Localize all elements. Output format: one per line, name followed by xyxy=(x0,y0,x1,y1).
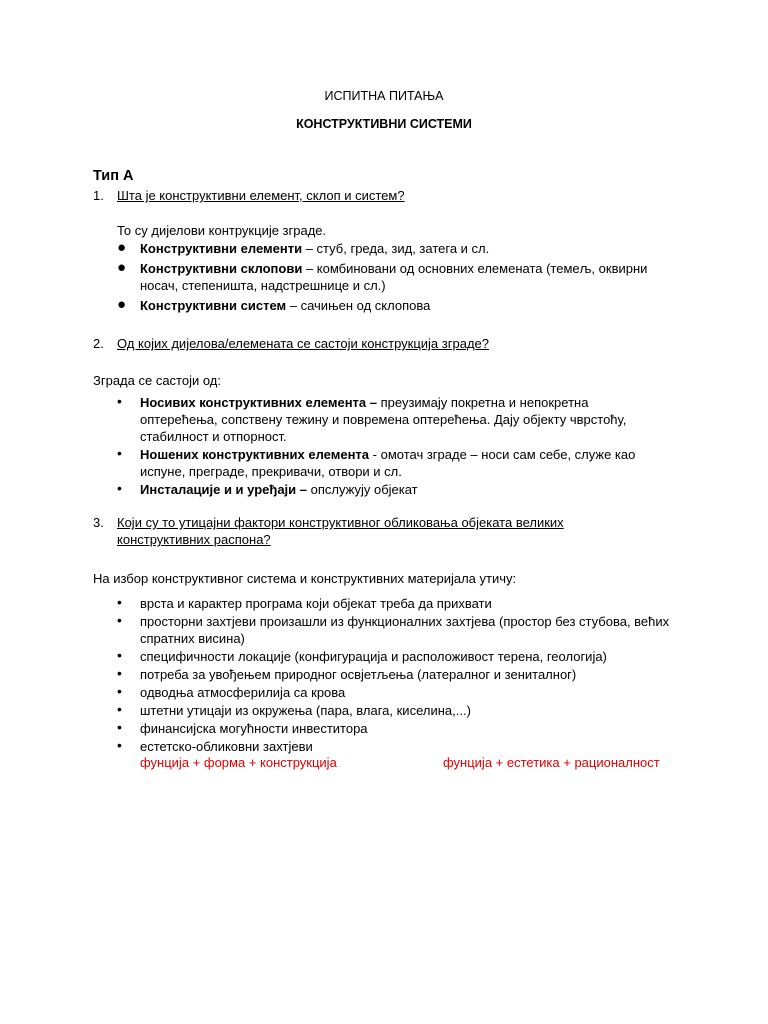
section-label: Тип А xyxy=(93,168,134,184)
bullet-icon: ● xyxy=(117,239,127,256)
question-3-text: Који су то утицајни фактори конструктивног обликовања објеката великих конструктивних распона? xyxy=(117,515,564,547)
list-item: • финансијска могућности инвеститора xyxy=(117,719,368,736)
formula-right: фунција + естетика + рационалност xyxy=(443,755,660,770)
list-item: • Ношених конструктивних елемента - омотач зграде – носи сам себе, служе као испуне, преграде, прекривачи, отвори и сл. xyxy=(117,445,636,479)
bullet-icon: ● xyxy=(117,296,127,313)
question-1-intro: То су дијелови контрукције зграде. xyxy=(117,223,327,238)
question-2-number: 2. xyxy=(93,336,104,351)
bullet-icon: • xyxy=(117,683,122,699)
bullet-icon: • xyxy=(117,719,122,735)
list-item: • штетни утицаји из окружења (пара, влага, киселина,...) xyxy=(117,701,471,718)
question-3-list xyxy=(117,595,677,756)
bullet-icon: • xyxy=(117,737,122,753)
list-item: • Инсталације и и уређаји – опслужују објекат xyxy=(117,480,418,497)
bullet-icon: • xyxy=(117,612,122,628)
list-item: • просторни захтјеви произашли из функционалних захтјева (простор без стубова, већих спратних висина) xyxy=(117,612,670,646)
bullet-icon: • xyxy=(117,665,122,681)
document-title: ИСПИТНА ПИТАЊА xyxy=(324,89,444,103)
list-item: • естетско-обликовни захтјеви xyxy=(117,737,313,754)
question-2-text: Од којих дијелова/елемената се састоји конструкција зграде? xyxy=(117,336,489,351)
list-item: ● Конструктивни елементи – стуб, греда, зид, затега и сл. xyxy=(117,239,490,256)
list-item: • Носивих конструктивних елемента – преузимају покретна и непокретна оптерећења, сопствену тежину и повремена оптерећења. Дају објекту чврстоћу, стабилност и отпорност. xyxy=(117,393,627,444)
question-3-intro: На избор конструктивног система и конструктивних материјала утичу: xyxy=(93,571,517,586)
bullet-icon: • xyxy=(117,701,122,717)
question-3-number: 3. xyxy=(93,515,104,530)
question-2-list xyxy=(117,394,662,501)
question-1-number: 1. xyxy=(93,188,104,203)
bullet-icon: • xyxy=(117,480,122,496)
list-item: • потреба за увођењем природног освјетљења (латералног и зениталног) xyxy=(117,665,577,682)
list-item: • врста и карактер програма који објекат треба да прихвати xyxy=(117,594,492,611)
question-1-list xyxy=(117,240,657,317)
question-2-intro: Зграда се састоји од: xyxy=(93,373,221,388)
bullet-icon: • xyxy=(117,393,122,409)
bullet-icon: • xyxy=(117,647,122,663)
document-subtitle: КОНСТРУКТИВНИ СИСТЕМИ xyxy=(296,117,472,131)
bullet-icon: • xyxy=(117,445,122,461)
list-item: ● Конструктивни склопови – комбиновани од основних елемената (темељ, оквирни носач, степеништа, надстрешнице и сл.) xyxy=(117,259,648,293)
formula-left: фунција + форма + конструкција xyxy=(140,755,337,770)
list-item: • специфичности локације (конфигурација и расположивост терена, геологија) xyxy=(117,647,607,664)
bullet-icon: ● xyxy=(117,259,127,276)
list-item: ● Конструктивни систем – сачињен од склопова xyxy=(117,296,431,313)
list-item: • одводња атмосферилија са крова xyxy=(117,683,346,700)
bullet-icon: • xyxy=(117,594,122,610)
question-1-text: Шта је конструктивни елемент, склоп и систем? xyxy=(117,188,405,203)
